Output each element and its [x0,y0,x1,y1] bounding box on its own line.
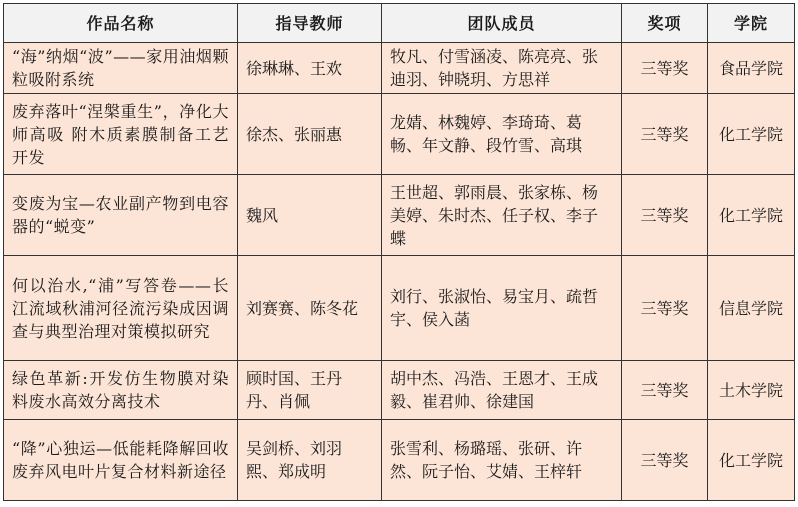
awards-table [3,3,795,501]
award-level: 三等奖 [622,43,708,94]
college-name: 土木学院 [708,361,795,420]
award-level: 三等奖 [622,420,708,501]
advisor-names: 徐琳琳、王欢 [238,43,382,94]
work-title: “海”纳烟“波”——家用油烟颗粒吸附系统 [4,43,238,94]
table-row [4,175,795,256]
college-name: 化工学院 [708,94,795,175]
advisor-names: 吴剑桥、刘羽熙、郑成明 [238,420,382,501]
header-advisor: 指导教师 [238,4,382,43]
work-title: 绿色革新:开发仿生物膜对染料废水高效分离技术 [4,361,238,420]
award-level: 三等奖 [622,361,708,420]
header-team: 团队成员 [382,4,622,43]
work-title: 何以治水,“浦”写答卷——长江流域秋浦河径流污染成因调查与典型治理对策模拟研究 [4,256,238,361]
team-members: 王世超、郭雨晨、张家栋、杨美婷、朱时杰、任子权、李子蝶 [382,175,622,256]
college-name: 化工学院 [708,420,795,501]
header-row [4,4,795,43]
header-college: 学院 [708,4,795,43]
award-level: 三等奖 [622,256,708,361]
award-level: 三等奖 [622,94,708,175]
college-name: 化工学院 [708,175,795,256]
advisor-names: 刘赛赛、陈冬花 [238,256,382,361]
header-award: 奖项 [622,4,708,43]
team-members: 张雪利、杨璐瑶、张研、许然、阮子怡、艾婧、王梓轩 [382,420,622,501]
advisor-names: 魏风 [238,175,382,256]
team-members: 刘行、张淑怡、易宝月、疏哲宇、侯入菡 [382,256,622,361]
team-members: 牧凡、付雪涵凌、陈亮亮、张迪羽、钟晓玥、方思祥 [382,43,622,94]
college-name: 食品学院 [708,43,795,94]
table-row [4,420,795,501]
advisor-names: 徐杰、张丽惠 [238,94,382,175]
table-row [4,361,795,420]
advisor-names: 顾时国、王丹丹、肖佩 [238,361,382,420]
work-title: 废弃落叶“涅槃重生”，净化大师高吸 附木质素膜制备工艺开发 [4,94,238,175]
table-row [4,94,795,175]
award-level: 三等奖 [622,175,708,256]
work-title: 变废为宝—农业副产物到电容器的“蜕变” [4,175,238,256]
team-members: 龙婧、林魏婷、李琦琦、葛畅、年文静、段竹雪、高琪 [382,94,622,175]
header-work-name: 作品名称 [4,4,238,43]
team-members: 胡中杰、冯浩、王恩才、王成毅、崔君帅、徐建国 [382,361,622,420]
table-row [4,256,795,361]
college-name: 信息学院 [708,256,795,361]
table-row [4,43,795,94]
work-title: “降”心独运—低能耗降解回收废弃风电叶片复合材料新途径 [4,420,238,501]
